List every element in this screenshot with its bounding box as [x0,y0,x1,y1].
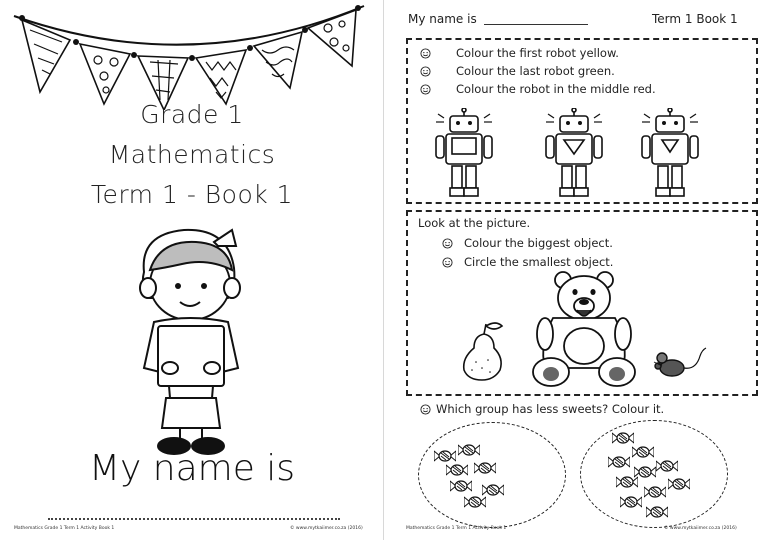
cover-my-name: My name is [88,448,296,489]
size-activity-intro: Look at the picture. [418,216,531,230]
bear-icon[interactable] [529,268,639,390]
robot-icon[interactable] [640,108,700,198]
mouse-icon[interactable] [652,346,708,382]
sweet-icon [632,446,654,458]
worksheet-term-label: Term 1 Book 1 [652,12,738,26]
worksheet-footer-left: Mathematics Grade 1 Term 1 Activity Book 1 [406,526,507,531]
girl-with-book-icon [110,218,270,458]
cover-subject: Mathematics [108,140,276,169]
smiley-icon [420,48,431,59]
worksheet-page [384,0,768,540]
cover-grade: Grade 1 [140,100,244,129]
robot-instruction-1: Colour the first robot yellow. [456,46,619,60]
sweet-icon [644,486,666,498]
cover-footer-right: © www.mytkaiimer.co.za (2016) [290,526,363,531]
sweet-icon [446,464,468,476]
robot-icon[interactable] [544,108,604,198]
worksheet-footer-right: © www.mytkaiimer.co.za (2016) [664,526,737,531]
smiley-icon [420,66,431,77]
sweet-icon [646,506,668,518]
worksheet-name-label: My name is [408,12,477,26]
sweet-icon [612,432,634,444]
worksheet-name-line[interactable] [484,24,588,25]
sweet-icon [616,476,638,488]
sweet-icon [620,496,642,508]
bunting-flags-icon [0,0,384,110]
sweet-icon [608,456,630,468]
sweet-icon [474,462,496,474]
sweet-icon [458,444,480,456]
pear-icon[interactable] [458,320,508,382]
smiley-icon [420,404,431,415]
smiley-icon [442,238,453,249]
sweets-question: Which group has less sweets? Colour it. [436,402,665,416]
sweet-icon [450,480,472,492]
sweet-icon [668,478,690,490]
size-instruction-2: Circle the smallest object. [464,255,614,269]
sweet-icon [656,460,678,472]
cover-term-book: Term 1 - Book 1 [90,180,294,209]
smiley-icon [420,84,431,95]
robot-instruction-3: Colour the robot in the middle red. [456,82,656,96]
smiley-icon [442,257,453,268]
name-writing-line[interactable] [48,518,340,520]
sweet-icon [434,450,456,462]
size-instruction-1: Colour the biggest object. [464,236,613,250]
robot-instruction-2: Colour the last robot green. [456,64,615,78]
sweet-icon [464,496,486,508]
robot-icon[interactable] [434,108,494,198]
sweet-icon [482,484,504,496]
sweets-group-1[interactable] [418,422,566,528]
cover-footer-left: Mathematics Grade 1 Term 1 Activity Book 1 [14,526,115,531]
